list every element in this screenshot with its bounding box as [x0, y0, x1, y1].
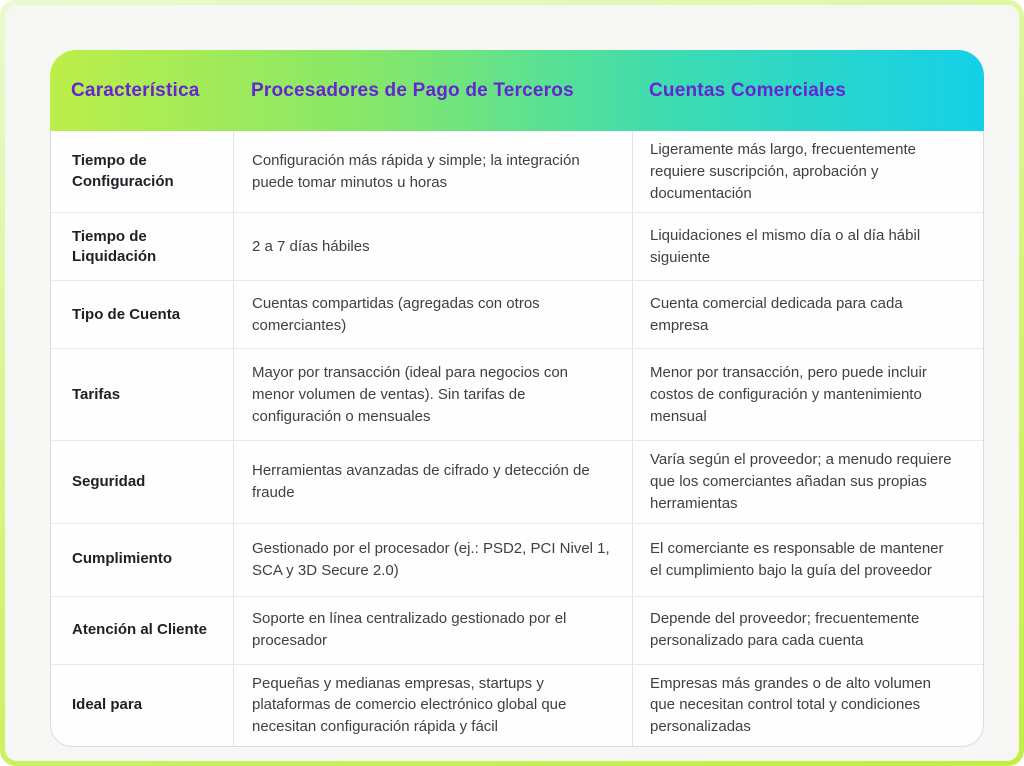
merchant-value: Liquidaciones el mismo día o al día hábil siguiente [632, 213, 984, 280]
comparison-table [50, 50, 984, 747]
feature-label: Tiempo de Configuración [72, 152, 174, 190]
third-party-value: 2 a 7 días hábiles [233, 213, 632, 280]
table-row-tiempo-configuracion [51, 131, 983, 212]
feature-label: Seguridad [72, 472, 146, 490]
merchant-value: Depende del proveedor; frecuentemente personalizado para cada cuenta [632, 597, 984, 664]
table-row-tiempo-liquidacion [51, 212, 983, 280]
feature-label: Tipo de Cuenta [72, 305, 181, 323]
merchant-value: Empresas más grandes o de alto volumen que necesitan control total y condiciones personalizadas [632, 665, 984, 746]
feature-label: Tiempo de Liquidación [72, 227, 157, 265]
feature-label: Atención al Cliente [72, 620, 208, 638]
third-party-value: Cuentas compartidas (agregadas con otros comerciantes) [233, 281, 632, 348]
merchant-value: Menor por transacción, pero puede incluir costos de configuración y mantenimiento mensual [632, 349, 984, 440]
table-row-atencion-al-cliente [51, 596, 983, 664]
column-header-caracteristica: Característica [71, 79, 200, 101]
table-row-tipo-de-cuenta [51, 280, 983, 348]
table-header-row [50, 50, 984, 131]
merchant-value: Varía según el proveedor; a menudo requiere que los comerciantes añadan sus propias herramientas [632, 441, 984, 522]
merchant-value: Cuenta comercial dedicada para cada empresa [632, 281, 984, 348]
merchant-value: El comerciante es responsable de mantener el cumplimiento bajo la guía del proveedor [632, 524, 984, 596]
third-party-value: Soporte en línea centralizado gestionado por el procesador [233, 597, 632, 664]
third-party-value: Herramientas avanzadas de cifrado y detección de fraude [233, 441, 632, 522]
page-background [5, 5, 1019, 761]
table-row-cumplimiento [51, 523, 983, 596]
third-party-value: Gestionado por el procesador (ej.: PSD2, PCI Nivel 1, SCA y 3D Secure 2.0) [233, 524, 632, 596]
table-row-ideal-para [51, 664, 983, 746]
table-row-tarifas [51, 348, 983, 440]
table-body [50, 131, 984, 747]
merchant-value: Ligeramente más largo, frecuentemente requiere suscripción, aprobación y documentación [632, 131, 984, 212]
feature-label: Tarifas [72, 385, 121, 403]
feature-label: Ideal para [72, 696, 143, 713]
column-header-cuentas-comerciales: Cuentas Comerciales [649, 79, 847, 101]
feature-label: Cumplimiento [72, 550, 172, 568]
column-header-procesadores-terceros: Procesadores de Pago de Terceros [251, 79, 574, 101]
third-party-value: Pequeñas y medianas empresas, startups y plataformas de comercio electrónico global que necesitan configuración rápida y fácil [233, 665, 632, 746]
table-row-seguridad [51, 440, 983, 522]
third-party-value: Mayor por transacción (ideal para negocios con menor volumen de ventas). Sin tarifas de configuración o mensuales [233, 349, 632, 440]
third-party-value: Configuración más rápida y simple; la integración puede tomar minutos u horas [233, 131, 632, 212]
